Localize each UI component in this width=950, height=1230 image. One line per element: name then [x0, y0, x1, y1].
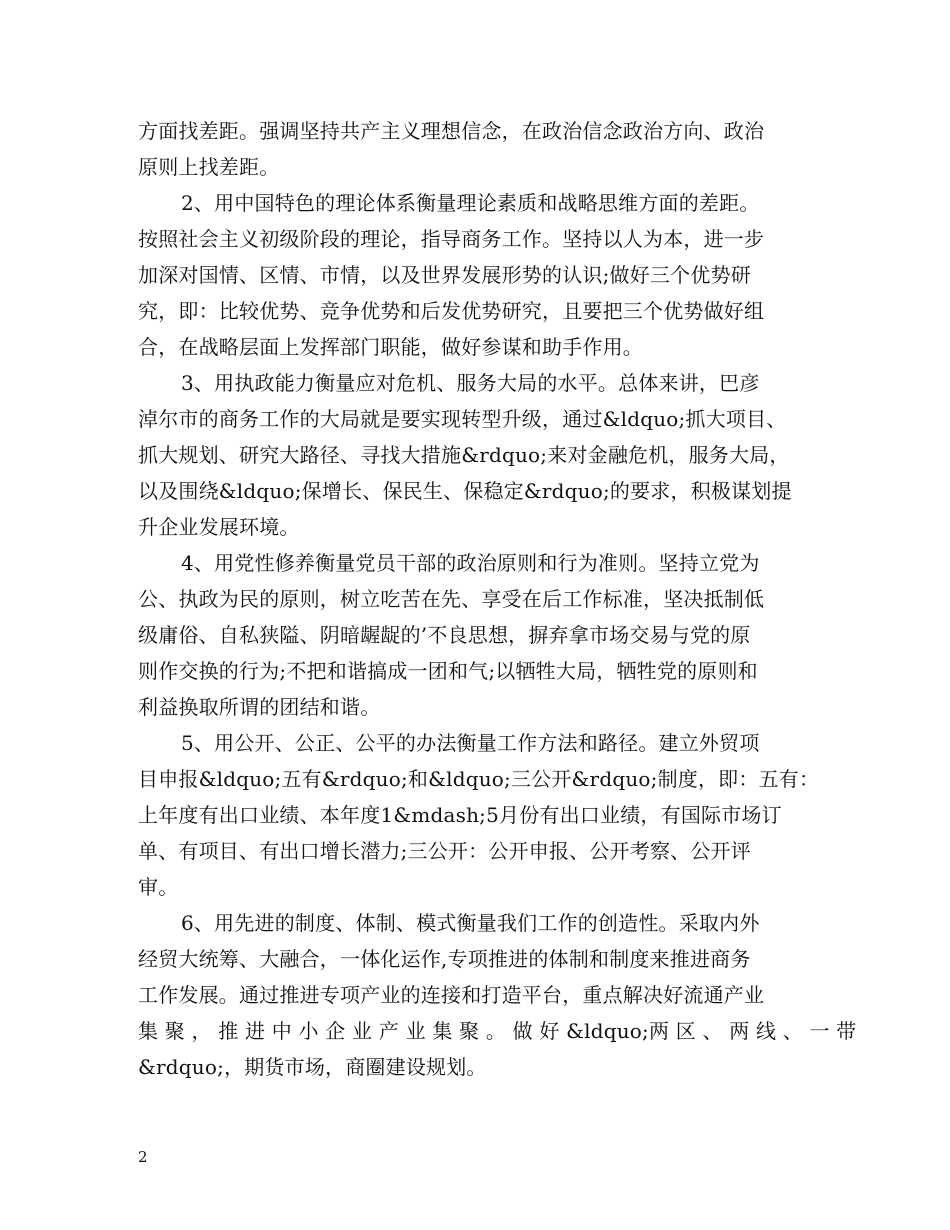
text-line: 审。	[138, 875, 179, 899]
text-line: 升企业发展环境。	[138, 515, 300, 539]
document-body	[138, 113, 857, 1085]
text-line: 6、用先进的制度、体制、模式衡量我们工作的创造性。采取内外	[181, 911, 760, 935]
text-line: 上年度有出口业绩、本年度1&mdash;5月份有出口业绩，有国际市场订	[138, 803, 782, 827]
text-line: 淖尔市的商务工作的大局就是要实现转型升级，通过&ldquo;抓大项目、	[138, 407, 787, 431]
text-line: &rdquo;，期货市场，商圈建设规划。	[138, 1055, 487, 1079]
text-line: 单、有项目、有出口增长潜力;三公开：公开申报、公开考察、公开评	[138, 839, 751, 863]
text-line: 目申报&ldquo;五有&rdquo;和&ldquo;三公开&rdquo;制度，即：五有：	[138, 767, 820, 791]
text-line: 原则上找差距。	[138, 155, 280, 179]
text-line: 合，在战略层面上发挥部门职能，做好参谋和助手作用。	[138, 335, 643, 359]
text-line: 方面找差距。强调坚持共产主义理想信念，在政治信念政治方向、政治	[138, 119, 765, 143]
text-line: 究，即：比较优势、竞争优势和后发优势研究，且要把三个优势做好组	[138, 299, 765, 323]
text-line: 按照社会主义初级阶段的理论，指导商务工作。坚持以人为本，进一步	[138, 227, 765, 251]
text-line: 3、用执政能力衡量应对危机、服务大局的水平。总体来讲，巴彦	[181, 371, 760, 395]
text-line: 级庸俗、自私狭隘、阴暗龌龊的’不良思想，摒弃拿市场交易与党的原	[138, 623, 751, 647]
text-line: 2、用中国特色的理论体系衡量理论素质和战略思维方面的差距。	[181, 191, 760, 215]
text-line: 抓大规划、研究大路径、寻找大措施&rdquo;来对金融危机，服务大局，	[138, 443, 790, 467]
text-line: 利益换取所谓的团结和谐。	[138, 695, 381, 719]
text-line: 集 聚 ， 推 进 中 小 企 业 产 业 集 聚 。 做 好 &ldquo;两 区 、 两 线 、 一 带	[138, 1019, 857, 1043]
text-line: 则作交换的行为;不把和谐搞成一团和气;以牺牲大局，牺牲党的原则和	[138, 659, 758, 683]
text-line: 工作发展。通过推进专项产业的连接和打造平台，重点解决好流通产业	[138, 983, 765, 1007]
text-line: 公、执政为民的原则，树立吃苦在先、享受在后工作标准，坚决抵制低	[138, 587, 765, 611]
text-line: 加深对国情、区情、市情，以及世界发展形势的认识;做好三个优势研	[138, 263, 751, 287]
text-line: 以及围绕&ldquo;保增长、保民生、保稳定&rdquo;的要求，积极谋划提	[138, 479, 792, 503]
text-line: 5、用公开、公正、公平的办法衡量工作方法和路径。建立外贸项	[181, 731, 760, 755]
text-line: 4、用党性修养衡量党员干部的政治原则和行为准则。坚持立党为	[181, 551, 760, 575]
page-number: 2	[138, 1148, 148, 1166]
text-line: 经贸大统筹、大融合，一体化运作,专项推进的体制和制度来推进商务	[138, 947, 751, 971]
